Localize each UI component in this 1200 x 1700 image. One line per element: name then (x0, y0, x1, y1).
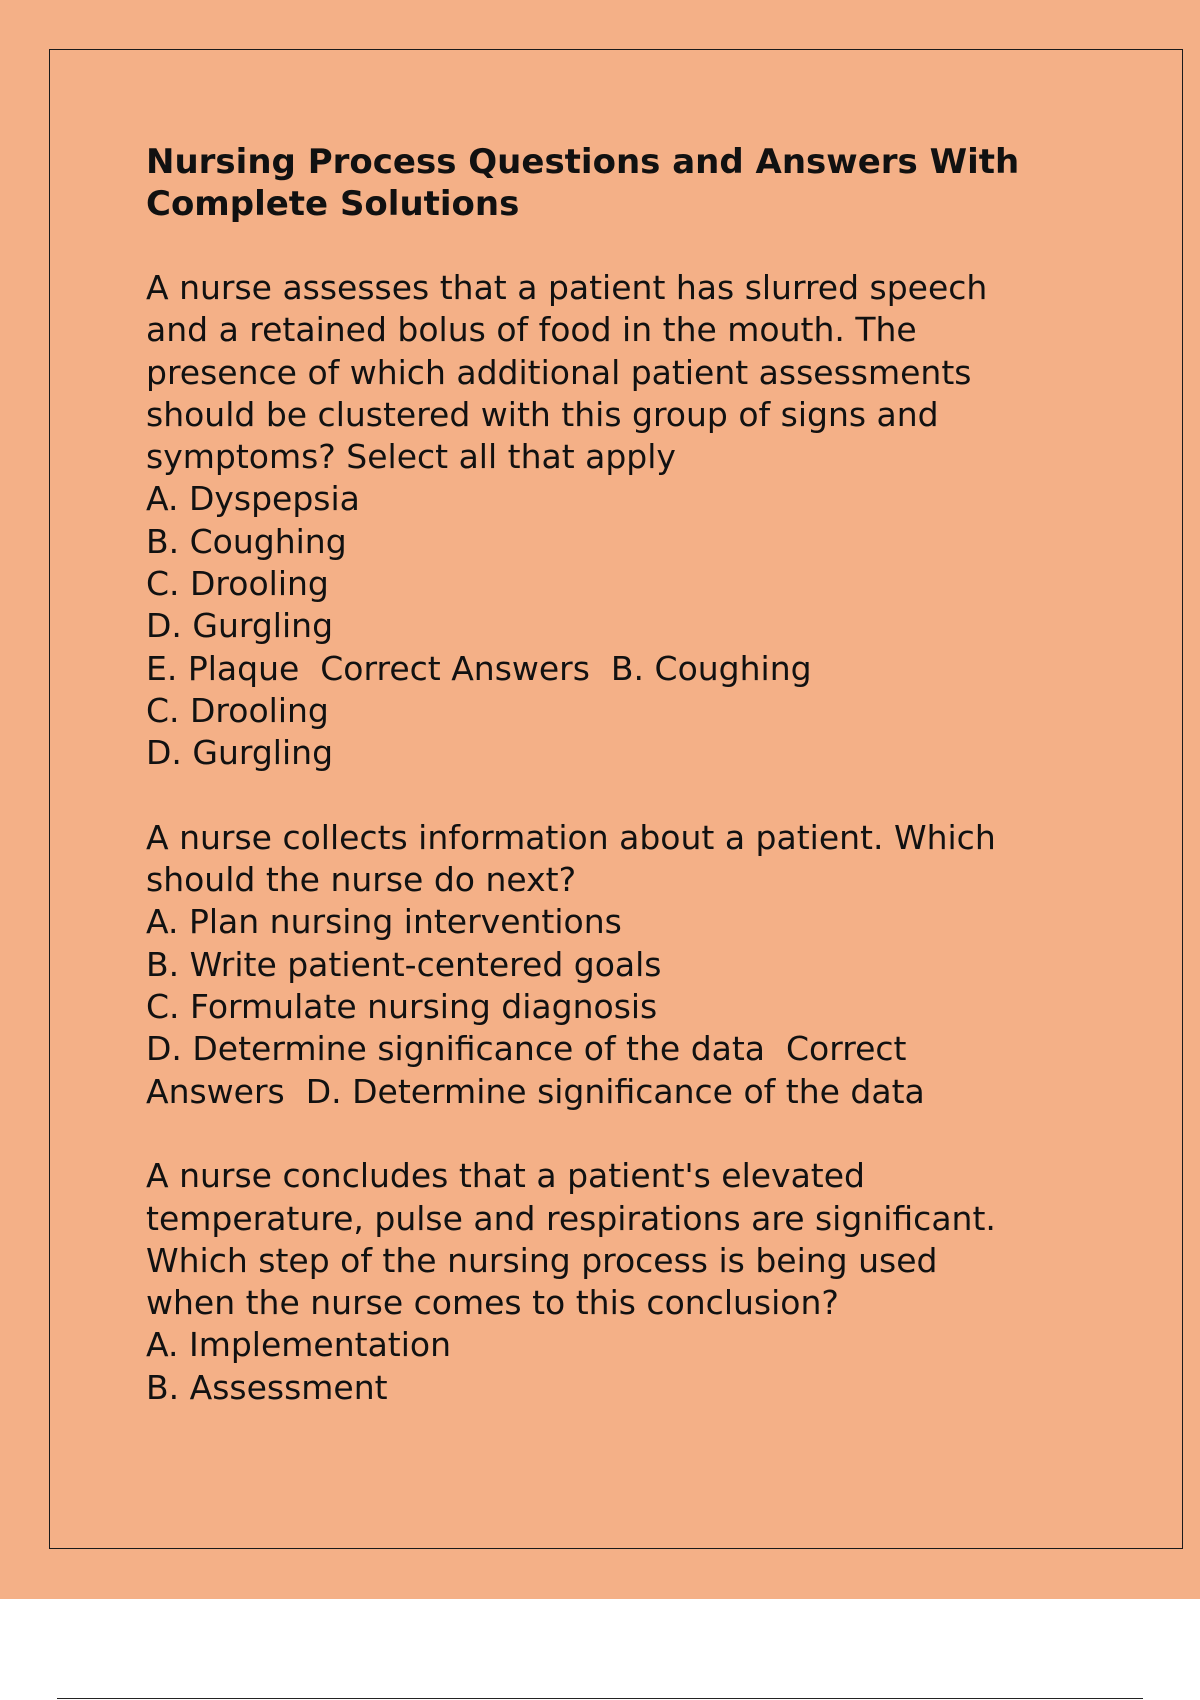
document-title (146, 141, 1106, 225)
answer-option: A. Plan nursing interventions (146, 902, 622, 942)
answer-option: A. Dyspepsia (146, 479, 360, 519)
question-block-2 (146, 817, 1106, 1113)
question-text: Which step of the nursing process is being used (146, 1240, 938, 1280)
document-content (146, 141, 1106, 1451)
question-block-3 (146, 1155, 1106, 1409)
question-text: symptoms? Select all that apply (146, 437, 676, 477)
page-divider (57, 1698, 1143, 1699)
answer-option: B. Coughing (146, 521, 347, 561)
question-text: A nurse concludes that a patient's elevated (146, 1156, 865, 1196)
question-text: should the nurse do next? (146, 860, 577, 900)
title-line: Complete Solutions (146, 184, 520, 224)
question-text: temperature, pulse and respirations are significant. (146, 1198, 996, 1238)
answer-option: E. Plaque Correct Answers B. Coughing (146, 648, 812, 688)
correct-answer: Answers D. Determine significance of the data (146, 1071, 925, 1111)
question-text: and a retained bolus of food in the mouth. The (146, 310, 917, 350)
question-block-1 (146, 267, 1106, 775)
answer-option: D. Gurgling (146, 606, 334, 646)
answer-option: A. Implementation (146, 1325, 452, 1365)
question-text: presence of which additional patient assessments (146, 352, 972, 392)
answer-option: C. Drooling (146, 564, 329, 604)
correct-answer: D. Gurgling (146, 733, 334, 773)
question-text: A nurse collects information about a patient. Which (146, 817, 996, 857)
answer-option: B. Write patient-centered goals (146, 944, 662, 984)
answer-option: D. Determine significance of the data Correct (146, 1029, 907, 1069)
question-text: should be clustered with this group of signs and (146, 394, 939, 434)
answer-option: C. Formulate nursing diagnosis (146, 987, 658, 1027)
correct-answer: C. Drooling (146, 690, 329, 730)
question-text: A nurse assesses that a patient has slurred speech (146, 268, 988, 307)
question-text: when the nurse comes to this conclusion? (146, 1283, 839, 1323)
answer-option: B. Assessment (146, 1367, 388, 1407)
title-line: Nursing Process Questions and Answers With (146, 142, 1020, 182)
